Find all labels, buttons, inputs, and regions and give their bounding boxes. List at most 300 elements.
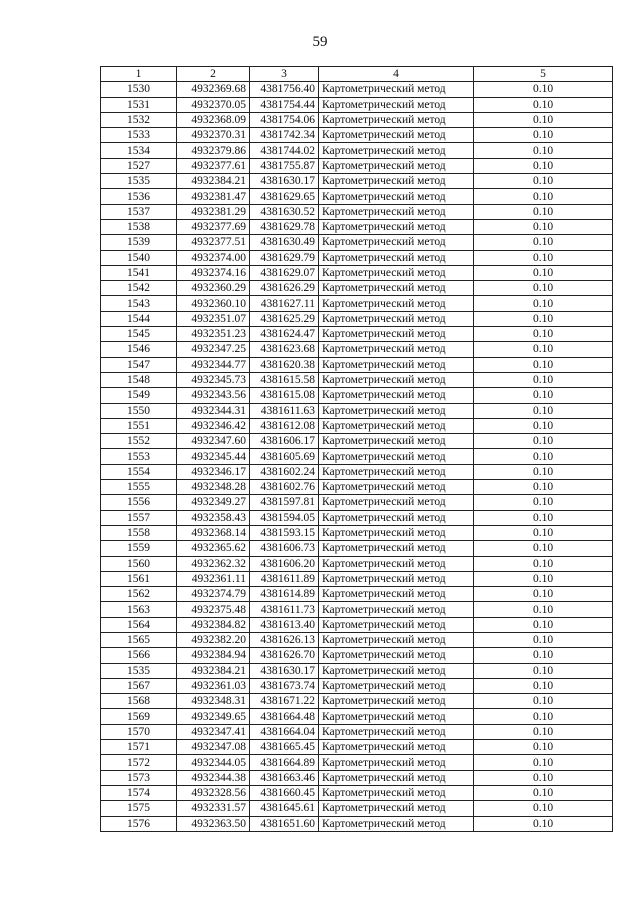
table-row xyxy=(101,418,613,433)
point-number-cell: 1541 xyxy=(101,265,177,280)
accuracy-cell: 0.10 xyxy=(474,617,613,632)
y-coordinate-cell: 4381744.02 xyxy=(250,143,319,158)
method-cell: Картометрический метод xyxy=(319,648,474,663)
accuracy-cell: 0.10 xyxy=(474,189,613,204)
point-number-cell: 1570 xyxy=(101,724,177,739)
accuracy-cell: 0.10 xyxy=(474,357,613,372)
point-number-cell: 1540 xyxy=(101,250,177,265)
y-coordinate-cell: 4381645.61 xyxy=(250,801,319,816)
table-row xyxy=(101,602,613,617)
accuracy-cell: 0.10 xyxy=(474,449,613,464)
point-number-cell: 1569 xyxy=(101,709,177,724)
point-number-cell: 1559 xyxy=(101,541,177,556)
accuracy-cell: 0.10 xyxy=(474,587,613,602)
method-cell: Картометрический метод xyxy=(319,204,474,219)
accuracy-cell: 0.10 xyxy=(474,418,613,433)
point-number-cell: 1565 xyxy=(101,632,177,647)
accuracy-cell: 0.10 xyxy=(474,724,613,739)
table-row xyxy=(101,785,613,800)
y-coordinate-cell: 4381626.13 xyxy=(250,632,319,647)
header-col-5: 5 xyxy=(474,67,613,82)
y-coordinate-cell: 4381627.11 xyxy=(250,296,319,311)
method-cell: Картометрический метод xyxy=(319,388,474,403)
point-number-cell: 1546 xyxy=(101,342,177,357)
method-cell: Картометрический метод xyxy=(319,556,474,571)
accuracy-cell: 0.10 xyxy=(474,632,613,647)
y-coordinate-cell: 4381629.07 xyxy=(250,265,319,280)
x-coordinate-cell: 4932368.14 xyxy=(177,525,250,540)
table-row xyxy=(101,327,613,342)
point-number-cell: 1563 xyxy=(101,602,177,617)
y-coordinate-cell: 4381630.49 xyxy=(250,235,319,250)
x-coordinate-cell: 4932379.86 xyxy=(177,143,250,158)
point-number-cell: 1527 xyxy=(101,158,177,173)
accuracy-cell: 0.10 xyxy=(474,663,613,678)
table-header xyxy=(101,67,613,82)
point-number-cell: 1550 xyxy=(101,403,177,418)
method-cell: Картометрический метод xyxy=(319,571,474,586)
point-number-cell: 1539 xyxy=(101,235,177,250)
x-coordinate-cell: 4932382.20 xyxy=(177,632,250,647)
accuracy-cell: 0.10 xyxy=(474,495,613,510)
accuracy-cell: 0.10 xyxy=(474,143,613,158)
method-cell: Картометрический метод xyxy=(319,801,474,816)
x-coordinate-cell: 4932349.27 xyxy=(177,495,250,510)
y-coordinate-cell: 4381611.89 xyxy=(250,571,319,586)
y-coordinate-cell: 4381630.52 xyxy=(250,204,319,219)
y-coordinate-cell: 4381625.29 xyxy=(250,311,319,326)
accuracy-cell: 0.10 xyxy=(474,403,613,418)
method-cell: Картометрический метод xyxy=(319,219,474,234)
table-row xyxy=(101,525,613,540)
point-number-cell: 1534 xyxy=(101,143,177,158)
method-cell: Картометрический метод xyxy=(319,785,474,800)
y-coordinate-cell: 4381664.89 xyxy=(250,755,319,770)
table-row xyxy=(101,342,613,357)
accuracy-cell: 0.10 xyxy=(474,770,613,785)
x-coordinate-cell: 4932361.03 xyxy=(177,678,250,693)
method-cell: Картометрический метод xyxy=(319,464,474,479)
point-number-cell: 1572 xyxy=(101,755,177,770)
table-row xyxy=(101,694,613,709)
method-cell: Картометрический метод xyxy=(319,617,474,632)
x-coordinate-cell: 4932360.10 xyxy=(177,296,250,311)
table-row xyxy=(101,464,613,479)
y-coordinate-cell: 4381606.20 xyxy=(250,556,319,571)
point-number-cell: 1573 xyxy=(101,770,177,785)
accuracy-cell: 0.10 xyxy=(474,342,613,357)
x-coordinate-cell: 4932351.07 xyxy=(177,311,250,326)
x-coordinate-cell: 4932377.51 xyxy=(177,235,250,250)
table-row xyxy=(101,174,613,189)
method-cell: Картометрический метод xyxy=(319,755,474,770)
table-row xyxy=(101,449,613,464)
x-coordinate-cell: 4932384.21 xyxy=(177,663,250,678)
x-coordinate-cell: 4932345.44 xyxy=(177,449,250,464)
accuracy-cell: 0.10 xyxy=(474,82,613,97)
y-coordinate-cell: 4381630.17 xyxy=(250,174,319,189)
x-coordinate-cell: 4932347.60 xyxy=(177,434,250,449)
table-row xyxy=(101,434,613,449)
table-row xyxy=(101,97,613,112)
point-number-cell: 1555 xyxy=(101,480,177,495)
x-coordinate-cell: 4932374.16 xyxy=(177,265,250,280)
table-body xyxy=(101,82,613,832)
method-cell: Картометрический метод xyxy=(319,816,474,831)
y-coordinate-cell: 4381624.47 xyxy=(250,327,319,342)
method-cell: Картометрический метод xyxy=(319,449,474,464)
method-cell: Картометрический метод xyxy=(319,357,474,372)
method-cell: Картометрический метод xyxy=(319,587,474,602)
point-number-cell: 1566 xyxy=(101,648,177,663)
point-number-cell: 1571 xyxy=(101,740,177,755)
table-row xyxy=(101,296,613,311)
y-coordinate-cell: 4381664.04 xyxy=(250,724,319,739)
accuracy-cell: 0.10 xyxy=(474,602,613,617)
y-coordinate-cell: 4381660.45 xyxy=(250,785,319,800)
y-coordinate-cell: 4381611.73 xyxy=(250,602,319,617)
point-number-cell: 1556 xyxy=(101,495,177,510)
point-number-cell: 1554 xyxy=(101,464,177,479)
accuracy-cell: 0.10 xyxy=(474,204,613,219)
x-coordinate-cell: 4932344.38 xyxy=(177,770,250,785)
method-cell: Картометрический метод xyxy=(319,174,474,189)
accuracy-cell: 0.10 xyxy=(474,174,613,189)
y-coordinate-cell: 4381614.89 xyxy=(250,587,319,602)
table-row xyxy=(101,265,613,280)
point-number-cell: 1536 xyxy=(101,189,177,204)
x-coordinate-cell: 4932363.50 xyxy=(177,816,250,831)
point-number-cell: 1574 xyxy=(101,785,177,800)
method-cell: Картометрический метод xyxy=(319,311,474,326)
table-row xyxy=(101,587,613,602)
accuracy-cell: 0.10 xyxy=(474,434,613,449)
x-coordinate-cell: 4932349.65 xyxy=(177,709,250,724)
table-row xyxy=(101,755,613,770)
point-number-cell: 1576 xyxy=(101,816,177,831)
table-row xyxy=(101,678,613,693)
accuracy-cell: 0.10 xyxy=(474,327,613,342)
method-cell: Картометрический метод xyxy=(319,510,474,525)
method-cell: Картометрический метод xyxy=(319,678,474,693)
accuracy-cell: 0.10 xyxy=(474,801,613,816)
method-cell: Картометрический метод xyxy=(319,128,474,143)
y-coordinate-cell: 4381754.44 xyxy=(250,97,319,112)
table-row xyxy=(101,128,613,143)
table-row xyxy=(101,663,613,678)
method-cell: Картометрический метод xyxy=(319,97,474,112)
point-number-cell: 1551 xyxy=(101,418,177,433)
table-row xyxy=(101,388,613,403)
table-row xyxy=(101,372,613,387)
point-number-cell: 1548 xyxy=(101,372,177,387)
x-coordinate-cell: 4932358.43 xyxy=(177,510,250,525)
method-cell: Картометрический метод xyxy=(319,541,474,556)
x-coordinate-cell: 4932370.05 xyxy=(177,97,250,112)
point-number-cell: 1542 xyxy=(101,281,177,296)
y-coordinate-cell: 4381615.58 xyxy=(250,372,319,387)
y-coordinate-cell: 4381651.60 xyxy=(250,816,319,831)
table-row xyxy=(101,510,613,525)
x-coordinate-cell: 4932344.05 xyxy=(177,755,250,770)
x-coordinate-cell: 4932331.57 xyxy=(177,801,250,816)
method-cell: Картометрический метод xyxy=(319,235,474,250)
method-cell: Картометрический метод xyxy=(319,158,474,173)
table-row xyxy=(101,495,613,510)
x-coordinate-cell: 4932381.29 xyxy=(177,204,250,219)
y-coordinate-cell: 4381755.87 xyxy=(250,158,319,173)
table-row xyxy=(101,480,613,495)
table-row xyxy=(101,770,613,785)
point-number-cell: 1564 xyxy=(101,617,177,632)
y-coordinate-cell: 4381754.06 xyxy=(250,112,319,127)
point-number-cell: 1553 xyxy=(101,449,177,464)
x-coordinate-cell: 4932348.31 xyxy=(177,694,250,709)
accuracy-cell: 0.10 xyxy=(474,694,613,709)
point-number-cell: 1557 xyxy=(101,510,177,525)
accuracy-cell: 0.10 xyxy=(474,235,613,250)
y-coordinate-cell: 4381612.08 xyxy=(250,418,319,433)
table-row xyxy=(101,816,613,831)
method-cell: Картометрический метод xyxy=(319,694,474,709)
table-row xyxy=(101,801,613,816)
table-row xyxy=(101,541,613,556)
accuracy-cell: 0.10 xyxy=(474,510,613,525)
point-number-cell: 1543 xyxy=(101,296,177,311)
x-coordinate-cell: 4932368.09 xyxy=(177,112,250,127)
point-number-cell: 1535 xyxy=(101,174,177,189)
x-coordinate-cell: 4932347.41 xyxy=(177,724,250,739)
accuracy-cell: 0.10 xyxy=(474,265,613,280)
y-coordinate-cell: 4381630.17 xyxy=(250,663,319,678)
x-coordinate-cell: 4932361.11 xyxy=(177,571,250,586)
table-row xyxy=(101,648,613,663)
point-number-cell: 1552 xyxy=(101,434,177,449)
accuracy-cell: 0.10 xyxy=(474,128,613,143)
method-cell: Картометрический метод xyxy=(319,770,474,785)
y-coordinate-cell: 4381742.34 xyxy=(250,128,319,143)
table-row xyxy=(101,112,613,127)
table-row xyxy=(101,403,613,418)
x-coordinate-cell: 4932344.77 xyxy=(177,357,250,372)
table-row xyxy=(101,724,613,739)
x-coordinate-cell: 4932328.56 xyxy=(177,785,250,800)
method-cell: Картометрический метод xyxy=(319,112,474,127)
y-coordinate-cell: 4381664.48 xyxy=(250,709,319,724)
table-row xyxy=(101,357,613,372)
y-coordinate-cell: 4381663.46 xyxy=(250,770,319,785)
accuracy-cell: 0.10 xyxy=(474,556,613,571)
point-number-cell: 1538 xyxy=(101,219,177,234)
table-row xyxy=(101,632,613,647)
x-coordinate-cell: 4932362.32 xyxy=(177,556,250,571)
table-row xyxy=(101,219,613,234)
x-coordinate-cell: 4932384.82 xyxy=(177,617,250,632)
table-row xyxy=(101,143,613,158)
y-coordinate-cell: 4381613.40 xyxy=(250,617,319,632)
accuracy-cell: 0.10 xyxy=(474,219,613,234)
method-cell: Картометрический метод xyxy=(319,403,474,418)
header-col-2: 2 xyxy=(177,67,250,82)
table-row xyxy=(101,189,613,204)
accuracy-cell: 0.10 xyxy=(474,464,613,479)
method-cell: Картометрический метод xyxy=(319,709,474,724)
table-row xyxy=(101,556,613,571)
coordinates-table xyxy=(100,66,613,832)
point-number-cell: 1560 xyxy=(101,556,177,571)
y-coordinate-cell: 4381611.63 xyxy=(250,403,319,418)
accuracy-cell: 0.10 xyxy=(474,388,613,403)
y-coordinate-cell: 4381626.29 xyxy=(250,281,319,296)
accuracy-cell: 0.10 xyxy=(474,112,613,127)
point-number-cell: 1545 xyxy=(101,327,177,342)
x-coordinate-cell: 4932377.69 xyxy=(177,219,250,234)
method-cell: Картометрический метод xyxy=(319,281,474,296)
point-number-cell: 1558 xyxy=(101,525,177,540)
point-number-cell: 1537 xyxy=(101,204,177,219)
y-coordinate-cell: 4381626.70 xyxy=(250,648,319,663)
header-col-1: 1 xyxy=(101,67,177,82)
y-coordinate-cell: 4381629.79 xyxy=(250,250,319,265)
method-cell: Картометрический метод xyxy=(319,602,474,617)
accuracy-cell: 0.10 xyxy=(474,480,613,495)
header-col-3: 3 xyxy=(250,67,319,82)
accuracy-cell: 0.10 xyxy=(474,281,613,296)
accuracy-cell: 0.10 xyxy=(474,541,613,556)
point-number-cell: 1568 xyxy=(101,694,177,709)
x-coordinate-cell: 4932381.47 xyxy=(177,189,250,204)
x-coordinate-cell: 4932345.73 xyxy=(177,372,250,387)
method-cell: Картометрический метод xyxy=(319,495,474,510)
method-cell: Картометрический метод xyxy=(319,342,474,357)
table-row xyxy=(101,250,613,265)
header-col-4: 4 xyxy=(319,67,474,82)
accuracy-cell: 0.10 xyxy=(474,571,613,586)
x-coordinate-cell: 4932369.68 xyxy=(177,82,250,97)
accuracy-cell: 0.10 xyxy=(474,525,613,540)
x-coordinate-cell: 4932365.62 xyxy=(177,541,250,556)
x-coordinate-cell: 4932374.79 xyxy=(177,587,250,602)
x-coordinate-cell: 4932374.00 xyxy=(177,250,250,265)
accuracy-cell: 0.10 xyxy=(474,97,613,112)
accuracy-cell: 0.10 xyxy=(474,250,613,265)
point-number-cell: 1549 xyxy=(101,388,177,403)
accuracy-cell: 0.10 xyxy=(474,158,613,173)
method-cell: Картометрический метод xyxy=(319,525,474,540)
y-coordinate-cell: 4381605.69 xyxy=(250,449,319,464)
y-coordinate-cell: 4381665.45 xyxy=(250,740,319,755)
y-coordinate-cell: 4381620.38 xyxy=(250,357,319,372)
y-coordinate-cell: 4381623.68 xyxy=(250,342,319,357)
x-coordinate-cell: 4932375.48 xyxy=(177,602,250,617)
method-cell: Картометрический метод xyxy=(319,82,474,97)
method-cell: Картометрический метод xyxy=(319,480,474,495)
x-coordinate-cell: 4932360.29 xyxy=(177,281,250,296)
y-coordinate-cell: 4381602.24 xyxy=(250,464,319,479)
y-coordinate-cell: 4381615.08 xyxy=(250,388,319,403)
accuracy-cell: 0.10 xyxy=(474,755,613,770)
x-coordinate-cell: 4932344.31 xyxy=(177,403,250,418)
point-number-cell: 1567 xyxy=(101,678,177,693)
point-number-cell: 1547 xyxy=(101,357,177,372)
point-number-cell: 1575 xyxy=(101,801,177,816)
table-row xyxy=(101,617,613,632)
x-coordinate-cell: 4932347.25 xyxy=(177,342,250,357)
table-row xyxy=(101,204,613,219)
x-coordinate-cell: 4932377.61 xyxy=(177,158,250,173)
table-row xyxy=(101,158,613,173)
accuracy-cell: 0.10 xyxy=(474,372,613,387)
y-coordinate-cell: 4381671.22 xyxy=(250,694,319,709)
y-coordinate-cell: 4381606.73 xyxy=(250,541,319,556)
accuracy-cell: 0.10 xyxy=(474,678,613,693)
y-coordinate-cell: 4381673.74 xyxy=(250,678,319,693)
point-number-cell: 1530 xyxy=(101,82,177,97)
method-cell: Картометрический метод xyxy=(319,740,474,755)
point-number-cell: 1535 xyxy=(101,663,177,678)
x-coordinate-cell: 4932346.17 xyxy=(177,464,250,479)
header-row xyxy=(101,67,613,82)
x-coordinate-cell: 4932384.21 xyxy=(177,174,250,189)
accuracy-cell: 0.10 xyxy=(474,816,613,831)
page-number: 59 xyxy=(312,34,328,50)
x-coordinate-cell: 4932370.31 xyxy=(177,128,250,143)
point-number-cell: 1562 xyxy=(101,587,177,602)
table-row xyxy=(101,281,613,296)
method-cell: Картометрический метод xyxy=(319,632,474,647)
table-row xyxy=(101,82,613,97)
point-number-cell: 1544 xyxy=(101,311,177,326)
accuracy-cell: 0.10 xyxy=(474,740,613,755)
accuracy-cell: 0.10 xyxy=(474,785,613,800)
y-coordinate-cell: 4381629.65 xyxy=(250,189,319,204)
method-cell: Картометрический метод xyxy=(319,418,474,433)
y-coordinate-cell: 4381593.15 xyxy=(250,525,319,540)
table-row xyxy=(101,311,613,326)
accuracy-cell: 0.10 xyxy=(474,311,613,326)
x-coordinate-cell: 4932351.23 xyxy=(177,327,250,342)
method-cell: Картометрический метод xyxy=(319,663,474,678)
method-cell: Картометрический метод xyxy=(319,189,474,204)
accuracy-cell: 0.10 xyxy=(474,296,613,311)
y-coordinate-cell: 4381602.76 xyxy=(250,480,319,495)
method-cell: Картометрический метод xyxy=(319,327,474,342)
method-cell: Картометрический метод xyxy=(319,296,474,311)
y-coordinate-cell: 4381606.17 xyxy=(250,434,319,449)
table-row xyxy=(101,571,613,586)
table-row xyxy=(101,709,613,724)
method-cell: Картометрический метод xyxy=(319,372,474,387)
y-coordinate-cell: 4381597.81 xyxy=(250,495,319,510)
point-number-cell: 1532 xyxy=(101,112,177,127)
accuracy-cell: 0.10 xyxy=(474,709,613,724)
method-cell: Картометрический метод xyxy=(319,434,474,449)
x-coordinate-cell: 4932346.42 xyxy=(177,418,250,433)
x-coordinate-cell: 4932347.08 xyxy=(177,740,250,755)
point-number-cell: 1533 xyxy=(101,128,177,143)
accuracy-cell: 0.10 xyxy=(474,648,613,663)
method-cell: Картометрический метод xyxy=(319,250,474,265)
y-coordinate-cell: 4381756.40 xyxy=(250,82,319,97)
method-cell: Картометрический метод xyxy=(319,143,474,158)
point-number-cell: 1561 xyxy=(101,571,177,586)
method-cell: Картометрический метод xyxy=(319,724,474,739)
x-coordinate-cell: 4932348.28 xyxy=(177,480,250,495)
table-row xyxy=(101,235,613,250)
table-row xyxy=(101,740,613,755)
x-coordinate-cell: 4932384.94 xyxy=(177,648,250,663)
y-coordinate-cell: 4381629.78 xyxy=(250,219,319,234)
